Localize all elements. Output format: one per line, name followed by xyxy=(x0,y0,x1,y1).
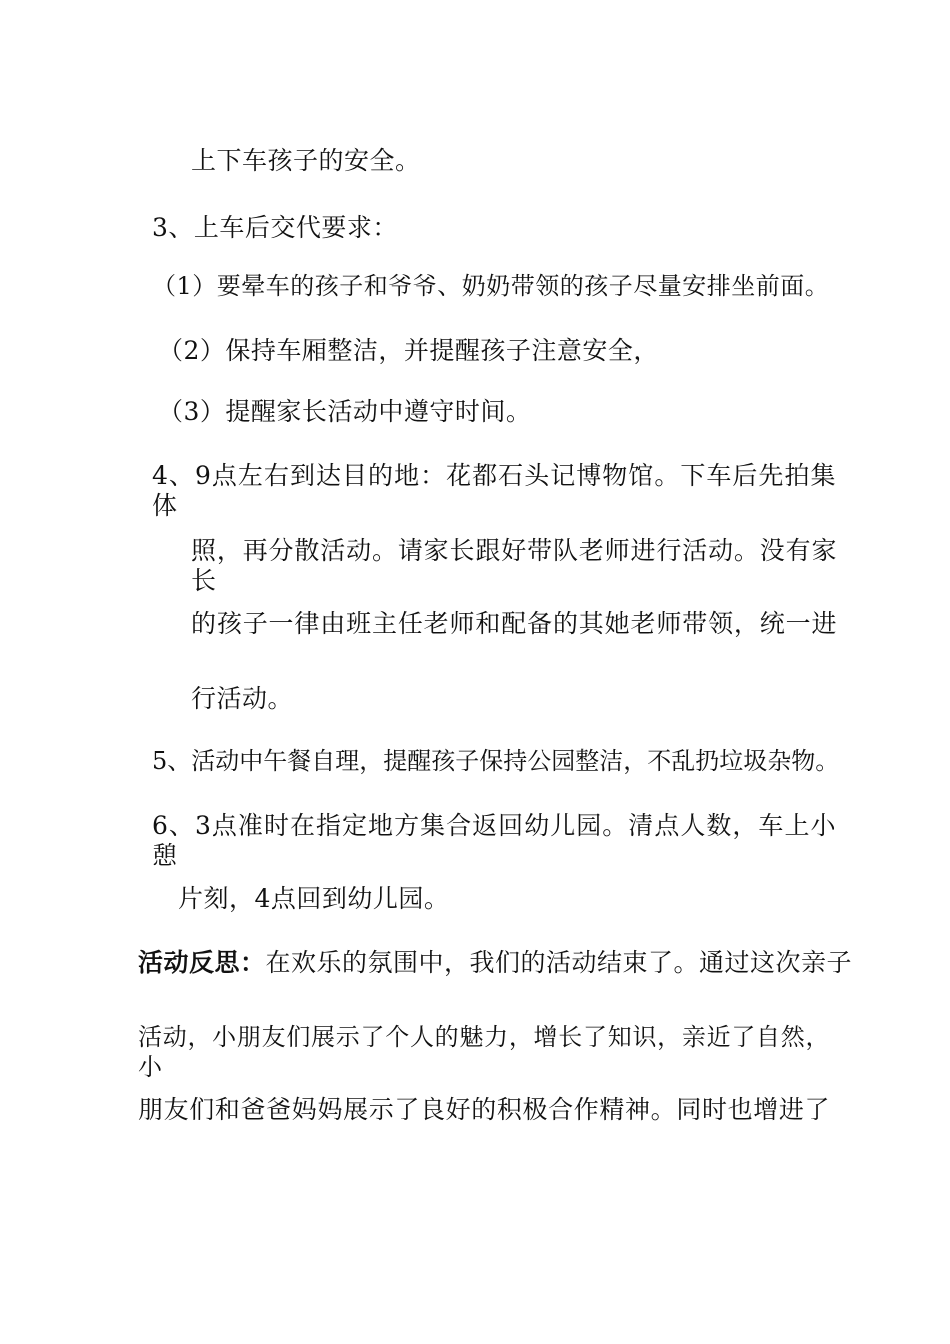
text-line-11: 6、3点准时在指定地方集合返回幼儿园。清点人数，车上小憩 xyxy=(152,811,836,870)
reflection-first-line xyxy=(138,948,853,978)
text-line-10: 5、活动中午餐自理，提醒孩子保持公园整洁，不乱扔垃圾杂物。 xyxy=(152,747,840,775)
text-line-8: 的孩子一律由班主任老师和配备的其她老师带领，统一进 xyxy=(191,609,837,638)
reflection-heading: 活动反思： xyxy=(138,948,266,977)
text-line-7: 照，再分散活动。请家长跟好带队老师进行活动。没有家长 xyxy=(191,536,837,595)
reflection-line-1: 在欢乐的氛围中，我们的活动结束了。通过这次亲子 xyxy=(265,948,853,977)
text-line-9: 行活动。 xyxy=(191,684,294,713)
reflection-line-2: 活动，小朋友们展示了个人的魅力，增长了知识，亲近了自然，小 xyxy=(138,1023,830,1081)
text-line-6: 4、9点左右到达目的地：花都石头记博物馆。下车后先拍集体 xyxy=(152,461,836,520)
text-line-3: （1）要晕车的孩子和爷爷、奶奶带领的孩子尽量安排坐前面。 xyxy=(152,272,830,300)
text-line-1: 上下车孩子的安全。 xyxy=(191,146,421,175)
text-line-2: 3、上车后交代要求： xyxy=(152,213,398,242)
reflection-line-3: 朋友们和爸爸妈妈展示了良好的积极合作精神。同时也增进了 xyxy=(138,1095,830,1124)
text-line-4: （2）保持车厢整洁，并提醒孩子注意安全， xyxy=(158,336,659,365)
text-line-12: 片刻，4点回到幼儿园。 xyxy=(178,884,450,913)
text-line-5: （3）提醒家长活动中遵守时间。 xyxy=(158,397,532,426)
